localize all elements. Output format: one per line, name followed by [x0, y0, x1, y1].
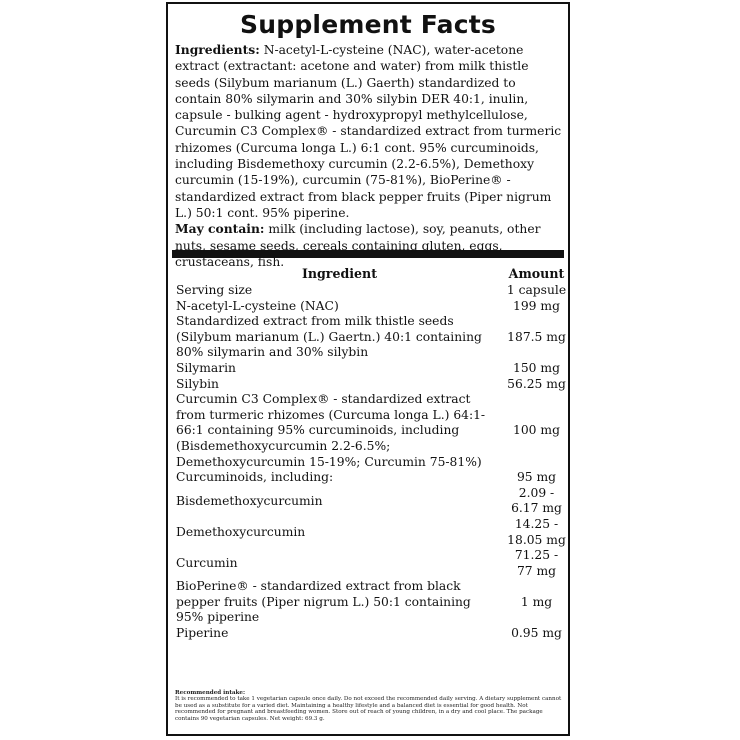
ingredients-label: Ingredients: — [175, 42, 260, 57]
supplement-facts-panel — [166, 2, 570, 736]
ingredient-name: Silymarin — [176, 360, 236, 375]
ingredient-amount: 71.25 - 77 mg — [514, 548, 559, 578]
ingredient-name: Curcumin C3 Complex® - standardized extract from turmeric rhizomes (Curcuma longa L.) 64:1-66:1 containing 95% curcuminoids, including (Bisdemethoxycurcumin 2.2-6.5%; Demethoxycurcumin 15-19%; Curcumin 75-81%) — [176, 392, 486, 469]
ingredient-name: Bisdemethoxycurcumin — [176, 493, 323, 508]
table-row — [173, 517, 567, 548]
ingredient-name: Silybin — [176, 376, 219, 391]
recommended-intake-notes — [175, 690, 563, 722]
table-row — [173, 548, 567, 579]
amount-column-header: Amount — [508, 266, 565, 281]
ingredients-text: N-acetyl-L-cysteine (NAC), water-acetone extract (extractant: acetone and water) from milk thistle seeds (Silybum marianum (L.) Gaerth) standardized to contain 80% silymarin and 30% silybin DER 40:1, inulin, capsule - bulking agent - hydroxypropyl methylcellulose, Curcumin C3 Complex® - standardized extract from turmeric rhizomes (Curcuma longa L.) 6:1 cont. 95% curcuminoids, including Bisdemethoxy curcumin (2.2-6.5%), Demethoxy curcumin (15-19%), curcumin (75-81%), BioPerine® - standardized extract from black pepper fruits (Piper nigrum L.) 50:1 cont. 95% piperine. — [175, 43, 562, 220]
notes-text: It is recommended to take 1 vegetarian capsule once daily. Do not exceed the recommended daily serving. A dietary supplement cannot be used as a substitute for a varied diet. Maintaining a healthy lifestyle and a balanced diet is essential for good health. Not recommended for pregnant and breastfeeding women. — [175, 696, 562, 716]
ingredient-amount: 150 mg — [513, 360, 560, 375]
page-title: Supplement Facts — [240, 10, 496, 39]
ingredient-amount: 1 capsule — [506, 283, 567, 297]
ingredient-amount: 199 mg — [513, 298, 560, 313]
ingredient-name: Demethoxycurcumin — [176, 524, 306, 539]
table-row — [173, 377, 567, 393]
ingredient-amount: 95 mg — [516, 470, 557, 485]
notes-storage: Store out of reach of young children, in a dry and cool place. The package contains 90 vegetarian capsules. Net weight: 69.3 g. — [175, 709, 543, 722]
may-contain-label: May contain: — [175, 221, 265, 237]
table-row — [173, 626, 567, 642]
table-row — [173, 314, 567, 361]
ingredient-amount: 2.09 - 6.17 mg — [511, 485, 562, 516]
table-body — [173, 283, 567, 642]
ingredient-amount: 187.5 mg — [507, 329, 566, 344]
ingredient-name: Curcuminoids, including: — [176, 470, 334, 485]
ingredient-name: N-acetyl-L-cysteine (NAC) — [176, 298, 339, 313]
table-row — [173, 392, 567, 470]
ingredient-name: Piperine — [176, 626, 229, 641]
ingredient-column-header: Ingredient — [301, 266, 378, 281]
ingredient-name: BioPerine® - standardized extract from black pepper fruits (Piper nigrum L.) 50:1 containing 95% piperine — [176, 579, 471, 625]
table-row — [173, 283, 567, 299]
table-row — [173, 579, 567, 626]
ingredients-block — [168, 42, 568, 269]
ingredient-amount: 56.25 mg — [507, 376, 566, 391]
table-row — [173, 361, 567, 377]
ingredient-name: Standardized extract from milk thistle seeds (Silybum marianum (L.) Gaertn.) 40:1 containing 80% silymarin and 30% silybin — [176, 314, 482, 360]
nutrition-table — [173, 265, 567, 642]
table-row — [173, 486, 567, 517]
ingredient-amount: 14.25 - 18.05 mg — [507, 516, 566, 547]
table-row — [173, 470, 567, 486]
ingredient-name: Serving size — [176, 283, 253, 297]
ingredient-amount: 100 mg — [513, 423, 560, 438]
ingredient-name: Curcumin — [176, 555, 238, 570]
ingredient-amount: 0.95 mg — [511, 626, 562, 641]
notes-title: Recommended intake: — [175, 690, 246, 696]
may-contain-text: milk (including lactose), soy, peanuts, other nuts, sesame seeds, cereals containing gluten, eggs, crustaceans, fish. — [175, 222, 541, 269]
ingredient-amount: 1 mg — [520, 594, 553, 609]
table-row — [173, 299, 567, 315]
